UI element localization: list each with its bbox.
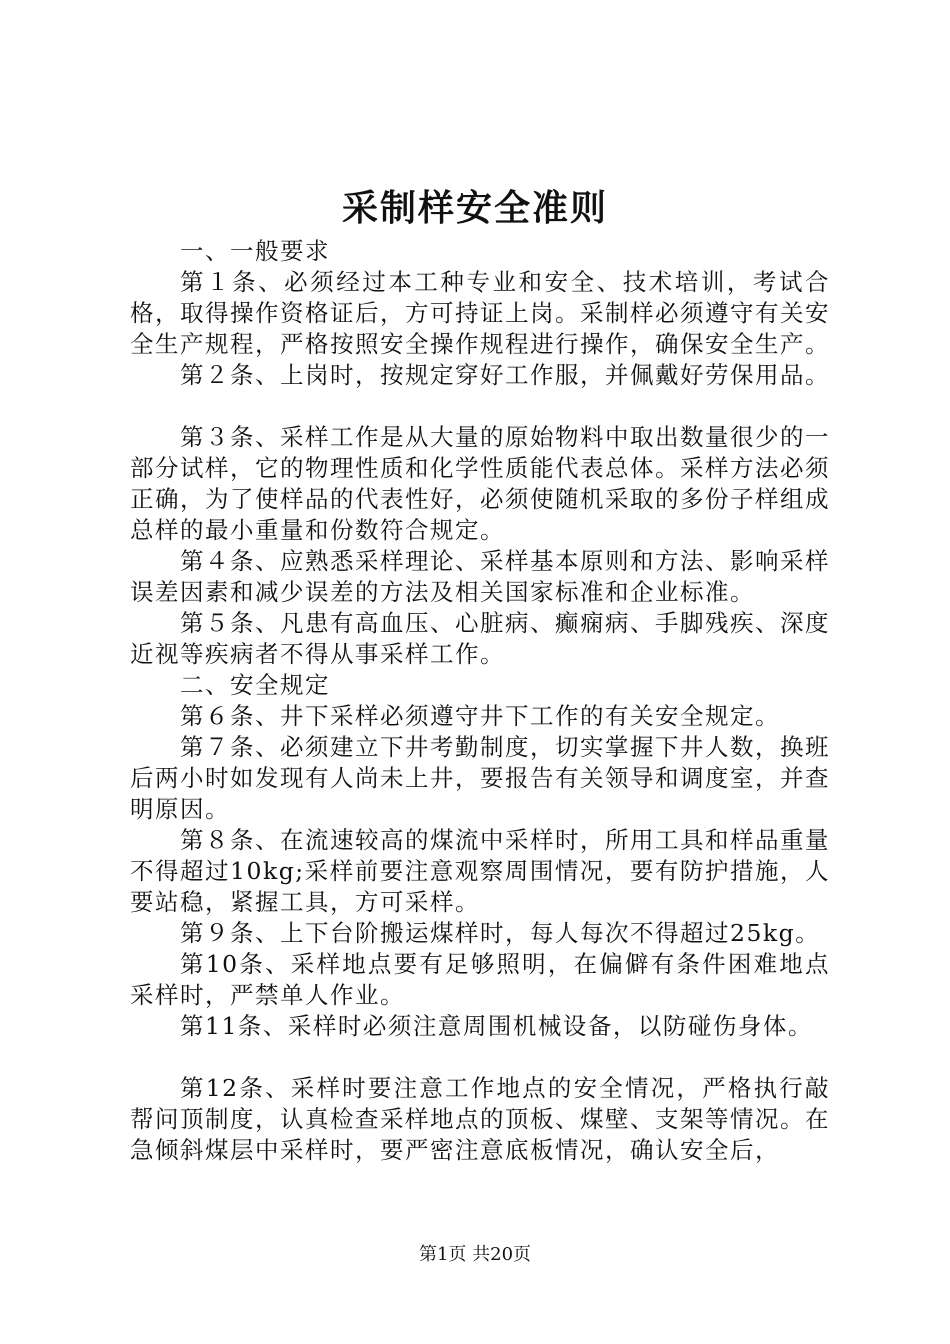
paragraph: 第９条、上下台阶搬运煤样时，每人每次不得超过25kg。 [180,919,821,947]
paragraph: 第12条、采样时要注意工作地点的安全情况，严格执行敲帮问顶制度，认真检查采样地点的顶板、煤壁、支架等情况。在急倾斜煤层中采样时，要严密注意底板情况，确认安全后， [130,1074,830,1164]
spacer [130,391,830,422]
document-body [130,236,830,1166]
spacer [130,1042,830,1073]
paragraph: 第５条、凡患有高血压、心脏病、癫痫病、手脚残疾、深度近视等疾病者不得从事采样工作。 [130,609,830,668]
paragraph: 第10条、采样地点要有足够照明，在偏僻有条件困难地点采样时，严禁单人作业。 [130,950,830,1009]
paragraph: 第６条、井下采样必须遵守井下工作的有关安全规定。 [180,702,780,730]
section-heading: 二、安全规定 [180,671,330,699]
paragraph: 第４条、应熟悉采样理论、采样基本原则和方法、影响采样误差因素和减少误差的方法及相关国家标准和企业标准。 [130,547,830,606]
section-heading: 一、一般要求 [180,237,330,265]
document-title: 采制样安全准则 [341,187,608,229]
paragraph: 第７条、必须建立下井考勤制度，切实掌握下井人数，换班后两小时如发现有人尚未上井，要报告有关领导和调度室，并查明原因。 [130,733,830,823]
paragraph: 第３条、采样工作是从大量的原始物料中取出数量很少的一部分试样，它的物理性质和化学性质能代表总体。采样方法必须正确，为了使样品的代表性好，必须使随机采取的多份子样组成总样的最小重量和份数符合规定。 [130,423,830,544]
page-footer: 第1页 共20页 [418,1244,532,1265]
paragraph: 第８条、在流速较高的煤流中采样时，所用工具和样品重量不得超过10kg;采样前要注意观察周围情况，要有防护措施，人要站稳，紧握工具，方可采样。 [130,826,830,916]
paragraph: 第２条、上岗时，按规定穿好工作服，并佩戴好劳保用品。 [180,361,830,389]
paragraph: 第１条、必须经过本工种专业和安全、技术培训，考试合格，取得操作资格证后，方可持证上岗。采制样必须遵守有关安全生产规程，严格按照安全操作规程进行操作，确保安全生产。 [130,268,830,358]
paragraph: 第11条、采样时必须注意周围机械设备，以防碰伤身体。 [180,1012,813,1040]
